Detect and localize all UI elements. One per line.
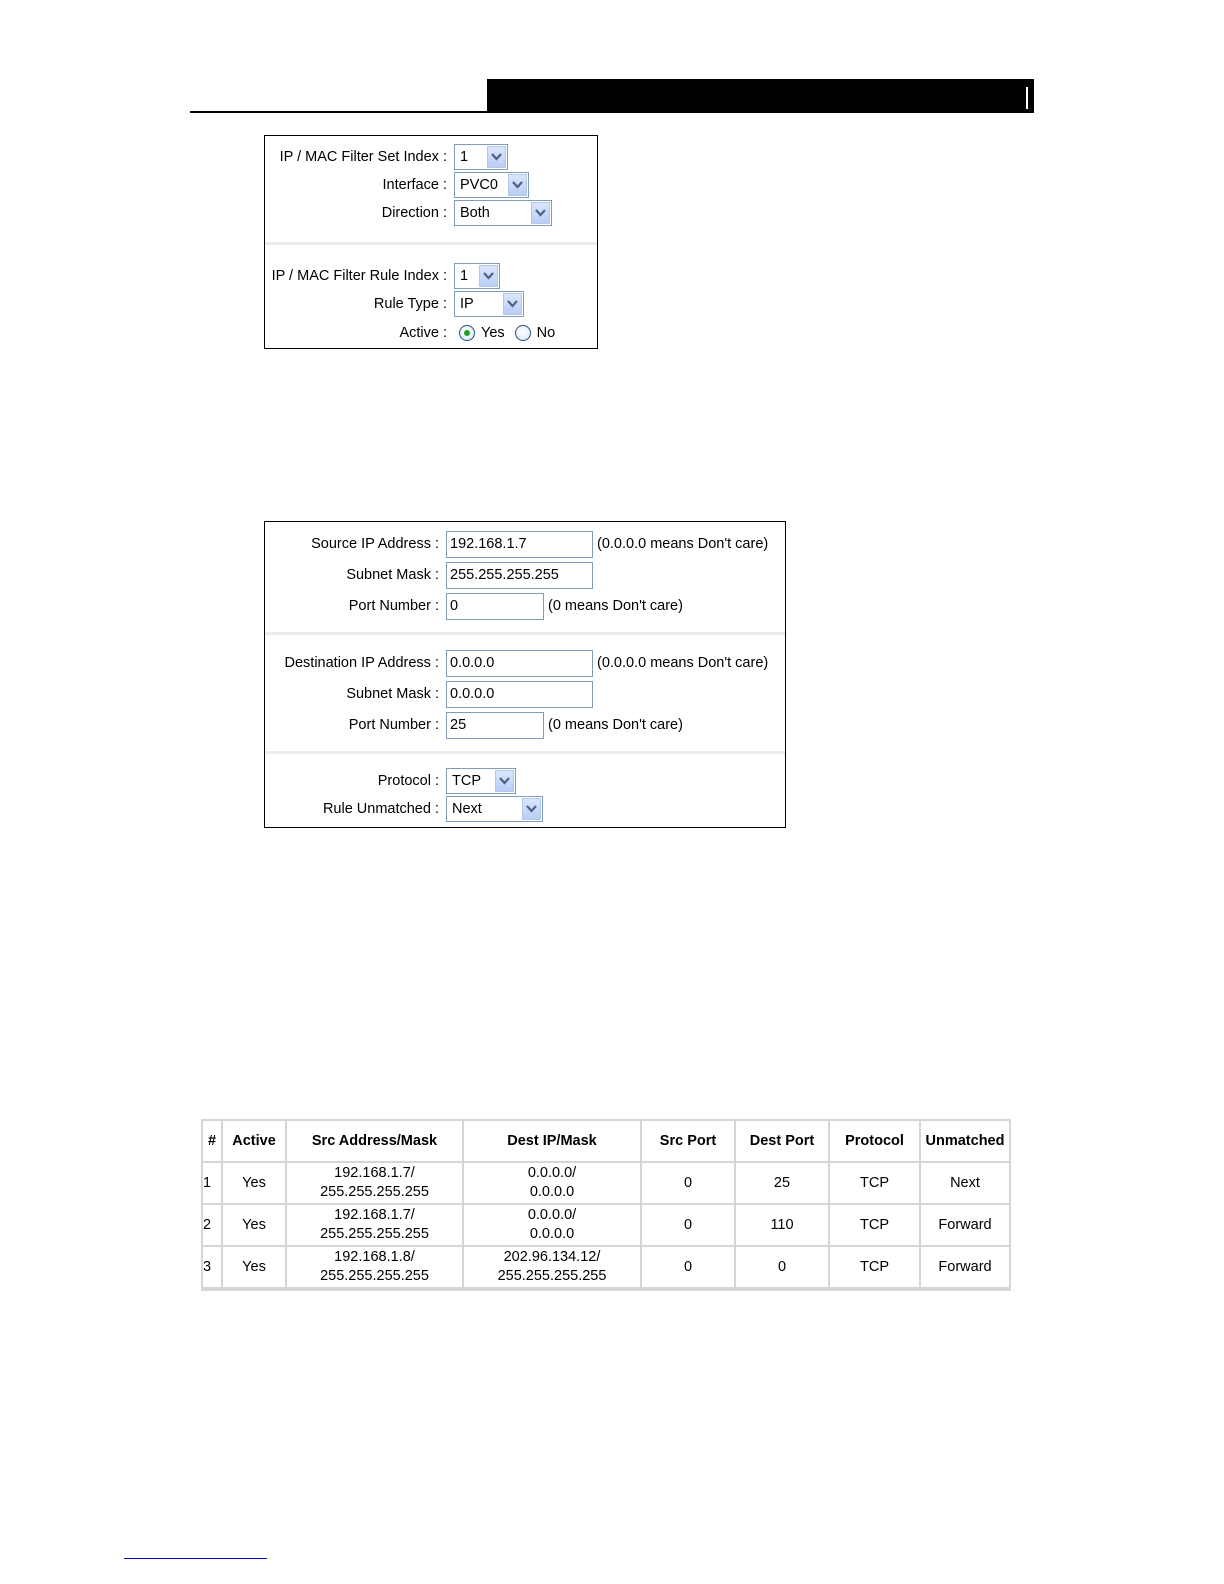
- filter-rules-table: [201, 1119, 1011, 1289]
- source-ip-hint: (0.0.0.0 means Don't care): [597, 536, 769, 552]
- active-label: Active :: [399, 325, 447, 341]
- filter-set-index-row: [265, 144, 508, 170]
- cell-protocol: TCP: [829, 1246, 920, 1288]
- active-no-label: No: [536, 325, 556, 341]
- cell-index: 1: [202, 1162, 222, 1204]
- source-ip-input[interactable]: 192.168.1.7: [446, 531, 593, 558]
- chevron-down-icon[interactable]: [531, 202, 550, 224]
- cell-dest-port: 0: [735, 1246, 829, 1288]
- source-mask-row: [265, 562, 593, 588]
- cell-dest-ip: [463, 1204, 641, 1246]
- source-mask-input[interactable]: 255.255.255.255: [446, 562, 593, 589]
- source-ip-label: Source IP Address :: [311, 536, 439, 552]
- dest-mask-row: [265, 681, 593, 707]
- cell-dest-ip: [463, 1162, 641, 1204]
- interface-select[interactable]: [454, 172, 529, 198]
- cell-active: Yes: [222, 1162, 286, 1204]
- dest-port-hint: (0 means Don't care): [548, 717, 683, 733]
- cell-protocol: TCP: [829, 1162, 920, 1204]
- protocol-label: Protocol :: [377, 773, 439, 789]
- interface-row: [265, 172, 529, 198]
- source-port-label: Port Number :: [348, 598, 439, 614]
- filter-rule-index-select[interactable]: [454, 263, 500, 289]
- source-ip-row: [265, 531, 768, 557]
- cell-unmatched: Forward: [920, 1204, 1010, 1246]
- table-header-row: [202, 1120, 1010, 1162]
- dest-port-input[interactable]: 25: [446, 712, 544, 739]
- dest-ip-row: [265, 650, 768, 676]
- chevron-down-icon[interactable]: [503, 293, 522, 315]
- cell-active: Yes: [222, 1246, 286, 1288]
- dest-port-row: [265, 712, 683, 738]
- cell-unmatched: Forward: [920, 1246, 1010, 1288]
- footer-link-underline: [124, 1558, 267, 1559]
- cell-unmatched: Next: [920, 1162, 1010, 1204]
- col-header-src-address: Src Address/Mask: [286, 1120, 463, 1162]
- dest-ip-hint: (0.0.0.0 means Don't care): [597, 655, 769, 671]
- table-row[interactable]: [202, 1246, 1010, 1288]
- direction-label: Direction :: [381, 205, 447, 221]
- header-bar-notch: [1026, 87, 1028, 109]
- dest-mask-label: Subnet Mask :: [346, 686, 439, 702]
- filter-rule-index-value: 1: [460, 268, 469, 284]
- section-divider: [265, 751, 785, 754]
- chevron-down-icon[interactable]: [479, 265, 498, 287]
- cell-dest-port: 25: [735, 1162, 829, 1204]
- source-port-hint: (0 means Don't care): [548, 598, 683, 614]
- filter-rule-index-row: [265, 263, 500, 289]
- rule-type-row: [265, 291, 524, 317]
- active-yes-radio[interactable]: [459, 325, 475, 341]
- cell-dest-ip: [463, 1246, 641, 1288]
- src-ip-text: 192.168.1.7/: [334, 1165, 415, 1181]
- protocol-value: TCP: [452, 773, 481, 789]
- source-port-input[interactable]: 0: [446, 593, 544, 620]
- chevron-down-icon[interactable]: [508, 174, 527, 196]
- direction-select[interactable]: [454, 200, 552, 226]
- active-row: [265, 320, 565, 346]
- dest-port-label: Port Number :: [348, 717, 439, 733]
- header-bar: [487, 79, 1034, 113]
- active-no-radio[interactable]: [515, 325, 531, 341]
- cell-protocol: TCP: [829, 1204, 920, 1246]
- rule-unmatched-value: Next: [452, 801, 482, 817]
- cell-src-address: [286, 1162, 463, 1204]
- dest-mask-input[interactable]: 0.0.0.0: [446, 681, 593, 708]
- filter-rule-index-label: IP / MAC Filter Rule Index :: [271, 268, 447, 284]
- protocol-row: [265, 768, 516, 794]
- src-mask-text: 255.255.255.255: [320, 1184, 429, 1200]
- table-row[interactable]: [202, 1162, 1010, 1204]
- col-header-src-port: Src Port: [641, 1120, 735, 1162]
- direction-row: [265, 200, 552, 226]
- table-row[interactable]: [202, 1204, 1010, 1246]
- chevron-down-icon[interactable]: [522, 798, 541, 820]
- cell-dest-port: 110: [735, 1204, 829, 1246]
- section-divider: [265, 632, 785, 635]
- dest-ip-label: Destination IP Address :: [284, 655, 439, 671]
- dst-ip-text: 202.96.134.12/: [503, 1249, 601, 1265]
- filter-set-index-label: IP / MAC Filter Set Index :: [279, 149, 447, 165]
- source-port-row: [265, 593, 683, 619]
- cell-index: 2: [202, 1204, 222, 1246]
- direction-value: Both: [460, 205, 490, 221]
- chevron-down-icon[interactable]: [487, 146, 506, 168]
- dst-mask-text: 0.0.0.0: [529, 1184, 575, 1200]
- interface-label: Interface :: [382, 177, 447, 193]
- dst-mask-text: 255.255.255.255: [497, 1268, 607, 1284]
- src-mask-text: 255.255.255.255: [320, 1226, 429, 1242]
- col-header-active: Active: [222, 1120, 286, 1162]
- radio-selected-dot: [464, 330, 470, 336]
- dst-ip-text: 0.0.0.0/: [527, 1207, 577, 1223]
- rule-type-value: IP: [460, 296, 474, 312]
- src-mask-text: 255.255.255.255: [320, 1268, 429, 1284]
- src-ip-text: 192.168.1.7/: [334, 1207, 415, 1223]
- protocol-select[interactable]: [446, 768, 516, 794]
- source-mask-label: Subnet Mask :: [346, 567, 439, 583]
- rule-unmatched-label: Rule Unmatched :: [322, 801, 439, 817]
- cell-src-address: [286, 1204, 463, 1246]
- dst-mask-text: 0.0.0.0: [529, 1226, 575, 1242]
- section-divider: [265, 242, 597, 245]
- rule-unmatched-row: [265, 796, 543, 822]
- filter-set-index-select[interactable]: [454, 144, 508, 170]
- rule-unmatched-select[interactable]: [446, 796, 543, 822]
- filter-set-panel: [264, 135, 598, 349]
- dst-ip-text: 0.0.0.0/: [527, 1165, 577, 1181]
- cell-active: Yes: [222, 1204, 286, 1246]
- cell-src-port: 0: [641, 1246, 735, 1288]
- rule-type-label: Rule Type :: [373, 296, 447, 312]
- cell-src-address: [286, 1246, 463, 1288]
- dest-ip-input[interactable]: 0.0.0.0: [446, 650, 593, 677]
- rule-type-select[interactable]: [454, 291, 524, 317]
- col-header-protocol: Protocol: [829, 1120, 920, 1162]
- col-header-index: #: [202, 1120, 222, 1162]
- cell-src-port: 0: [641, 1162, 735, 1204]
- cell-src-port: 0: [641, 1204, 735, 1246]
- src-ip-text: 192.168.1.8/: [334, 1249, 415, 1265]
- col-header-dest-port: Dest Port: [735, 1120, 829, 1162]
- table-bottom-border: [201, 1288, 1011, 1291]
- cell-index: 3: [202, 1246, 222, 1288]
- col-header-dest-ip: Dest IP/Mask: [463, 1120, 641, 1162]
- active-yes-label: Yes: [481, 325, 505, 341]
- chevron-down-icon[interactable]: [495, 770, 514, 792]
- ip-rule-panel: [264, 521, 786, 828]
- filter-set-index-value: 1: [460, 149, 469, 165]
- interface-value: PVC0: [460, 177, 498, 193]
- col-header-unmatched: Unmatched: [920, 1120, 1010, 1162]
